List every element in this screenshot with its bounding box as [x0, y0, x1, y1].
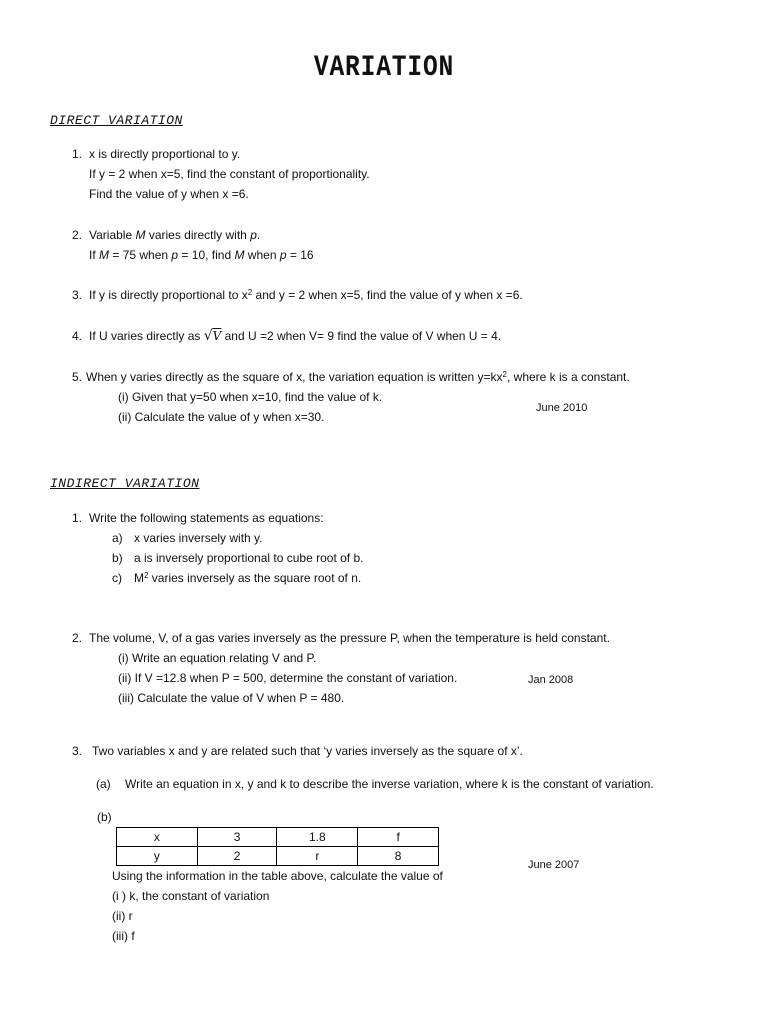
- indirect-q1-a-label: a): [112, 531, 123, 545]
- indirect-q1-a: x varies inversely with y.: [134, 531, 263, 545]
- direct-q5-line1: When y varies directly as the square of x, the variation equation is written $y=kx^2$, where k is a constant.: [86, 370, 630, 384]
- direct-variation-heading: DIRECT VARIATION: [50, 113, 183, 128]
- indirect-q3-part-ii: (ii) r: [112, 909, 133, 923]
- table-cell: 1.8: [277, 828, 358, 847]
- indirect-q2-number: 2.: [72, 631, 83, 645]
- indirect-q2-part-i: (i) Write an equation relating V and P.: [118, 651, 317, 665]
- table-cell: f: [358, 828, 439, 847]
- table-cell: 8: [358, 847, 439, 866]
- square-root-symbol: √: [203, 328, 213, 344]
- table-row: [117, 847, 439, 866]
- table-row: [117, 828, 439, 847]
- direct-q2-line1: Variable M varies directly with p.: [89, 228, 261, 242]
- indirect-q2-part-iii: (iii) Calculate the value of V when P = 480.: [118, 691, 345, 705]
- direct-q1-line2: If y = 2 when x=5, find the constant of proportionality.: [89, 167, 370, 181]
- table-cell: 2: [197, 847, 277, 866]
- indirect-q3-a: Write an equation in x, y and k to describe the inverse variation, where k is the constant of variation.: [125, 777, 654, 791]
- direct-q3-number: 3.: [72, 288, 83, 302]
- indirect-q3-part-iii: (iii) f: [112, 929, 135, 943]
- indirect-q2-line1: The volume, V, of a gas varies inversely as the pressure P, when the temperature is held constant.: [89, 631, 610, 645]
- direct-q1-line3: Find the value of y when x =6.: [89, 187, 249, 201]
- indirect-q3-line2: Using the information in the table above, calculate the value of: [112, 869, 443, 883]
- indirect-q1-b-label: b): [112, 551, 123, 565]
- direct-q1-number: 1.: [72, 147, 83, 161]
- direct-q1-line1: x is directly proportional to y.: [89, 147, 241, 161]
- indirect-q3-b-label: (b): [97, 810, 112, 824]
- direct-q4-number: 4.: [72, 329, 83, 343]
- indirect-q1-c: $M^2$ varies inversely as the square root of n.: [134, 571, 362, 585]
- direct-q3-line1: If y is directly proportional to $x^2$ and y = 2 when x=5, find the value of y when x =6.: [89, 288, 523, 302]
- table-cell: 3: [197, 828, 277, 847]
- indirect-q2-part-ii: (ii) If V =12.8 when P = 500, determine the constant of variation.: [118, 671, 458, 685]
- direct-q4-line1: If U varies directly as √V and U =2 when V= 9 find the value of V when U = 4.: [89, 328, 502, 344]
- indirect-q3-a-label: (a): [96, 777, 111, 791]
- indirect-q1-number: 1.: [72, 511, 83, 525]
- direct-q2-number: 2.: [72, 228, 83, 242]
- direct-q2-line2: If M = 75 when p = 10, find M when p = 16: [89, 248, 314, 262]
- table-cell: x: [117, 828, 198, 847]
- direct-q5-part-i: (i) Given that y=50 when x=10, find the value of k.: [118, 390, 383, 404]
- exam-date-label: June 2007: [528, 859, 580, 871]
- indirect-q1-c-label: c): [112, 571, 122, 585]
- page-title: VARIATION: [313, 51, 455, 85]
- direct-q5-number: 5.: [72, 370, 83, 384]
- exam-date-label: Jan 2008: [528, 674, 574, 686]
- table-cell: y: [117, 847, 198, 866]
- exam-date-label: June 2010: [536, 402, 588, 414]
- indirect-q3-part-i: (i ) k, the constant of variation: [112, 889, 270, 903]
- direct-q5-part-ii: (ii) Calculate the value of y when x=30.: [118, 410, 325, 424]
- indirect-q3-line1: Two variables x and y are related such that ‘y varies inversely as the square of x’.: [92, 744, 523, 758]
- values-table: [116, 827, 439, 866]
- indirect-q3-number: 3.: [72, 744, 83, 758]
- indirect-q1-b: a is inversely proportional to cube root of b.: [134, 551, 364, 565]
- table-cell: r: [277, 847, 358, 866]
- indirect-q1-line1: Write the following statements as equations:: [89, 511, 324, 525]
- indirect-variation-heading: INDIRECT VARIATION: [50, 476, 200, 491]
